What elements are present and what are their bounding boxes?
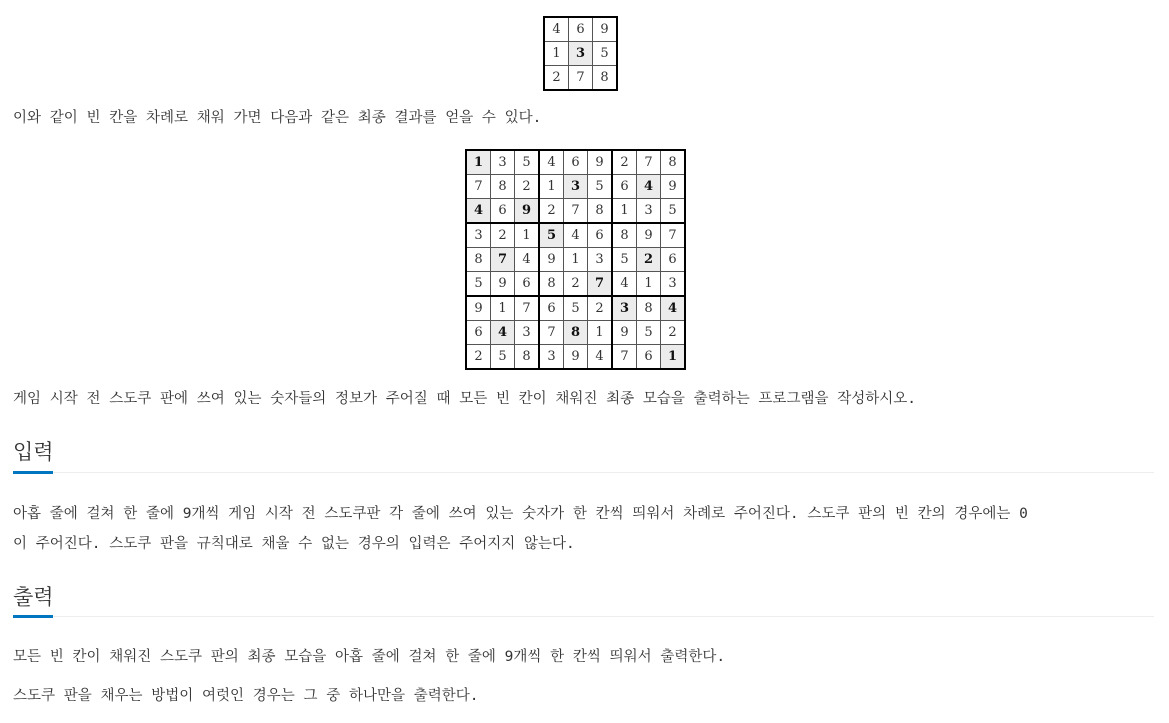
- grid-cell: 8: [491, 175, 515, 199]
- grid-row: [466, 321, 685, 345]
- grid-cell: 4: [539, 150, 564, 175]
- grid-cell: 1: [612, 199, 637, 224]
- output-heading-underline: [13, 615, 53, 618]
- grid-cell: 8: [612, 223, 637, 248]
- grid-cell: 2: [637, 248, 661, 272]
- grid-cell: 7: [491, 248, 515, 272]
- grid-cell: 5: [515, 150, 540, 175]
- grid-cell: 7: [637, 150, 661, 175]
- grid-row: [466, 150, 685, 175]
- grid-cell: 6: [612, 175, 637, 199]
- grid-cell: 4: [588, 345, 613, 370]
- grid-row: [466, 345, 685, 370]
- grid-cell: 9: [564, 345, 588, 370]
- input-heading-underline: [13, 471, 53, 474]
- grid-cell: 3: [515, 321, 540, 345]
- grid-cell: 4: [515, 248, 540, 272]
- grid-cell: 1: [661, 345, 686, 370]
- grid-row: [466, 175, 685, 199]
- grid-cell: 6: [569, 17, 593, 42]
- output-divider: [13, 616, 1154, 617]
- grid-cell: 2: [588, 296, 613, 321]
- grid-cell: 9: [612, 321, 637, 345]
- grid-cell: 6: [515, 272, 540, 297]
- grid-cell: 3: [661, 272, 686, 297]
- grid-cell: 6: [539, 296, 564, 321]
- input-heading: 입력: [13, 440, 54, 464]
- output-heading: 출력: [13, 585, 54, 609]
- grid-cell: 2: [539, 199, 564, 224]
- output-text-line-2: 스도쿠 판을 채우는 방법이 여럿인 경우는 그 중 하나만을 출력한다.: [13, 688, 479, 704]
- grid-cell: 5: [491, 345, 515, 370]
- grid-cell: 3: [569, 42, 593, 66]
- grid-cell: 7: [661, 223, 686, 248]
- grid-cell: 8: [564, 321, 588, 345]
- grid-cell: 2: [612, 150, 637, 175]
- grid-cell: 6: [564, 150, 588, 175]
- grid-cell: 5: [539, 223, 564, 248]
- grid-cell: 2: [515, 175, 540, 199]
- grid-row: [466, 296, 685, 321]
- grid-row: [544, 17, 617, 42]
- grid-cell: 9: [637, 223, 661, 248]
- grid-cell: 3: [466, 223, 491, 248]
- input-text-line-2: 이 주어진다. 스도쿠 판을 규칙대로 채울 수 없는 경우의 입력은 주어지지 않는다.: [13, 536, 575, 552]
- grid-cell: 8: [588, 199, 613, 224]
- grid-cell: 8: [515, 345, 540, 370]
- grid-cell: 7: [588, 272, 613, 297]
- grid-cell: 1: [544, 42, 569, 66]
- grid-cell: 5: [637, 321, 661, 345]
- grid-row: [466, 248, 685, 272]
- grid-cell: 3: [588, 248, 613, 272]
- grid-row: [466, 199, 685, 224]
- sudoku-result-grid: [465, 149, 686, 370]
- grid-cell: 6: [466, 321, 491, 345]
- description-text-1: 이와 같이 빈 칸을 차례로 채워 가면 다음과 같은 최종 결과를 얻을 수 있다.: [13, 110, 542, 126]
- grid-cell: 4: [564, 223, 588, 248]
- grid-cell: 5: [661, 199, 686, 224]
- grid-cell: 1: [466, 150, 491, 175]
- grid-cell: 4: [661, 296, 686, 321]
- grid-cell: 1: [564, 248, 588, 272]
- grid-row: [544, 66, 617, 91]
- grid-cell: 4: [491, 321, 515, 345]
- grid-cell: 9: [491, 272, 515, 297]
- grid-cell: 8: [637, 296, 661, 321]
- grid-cell: 9: [539, 248, 564, 272]
- grid-cell: 7: [569, 66, 593, 91]
- grid-cell: 6: [661, 248, 686, 272]
- sudoku-example-grid: [543, 16, 618, 91]
- grid-cell: 5: [564, 296, 588, 321]
- output-text-line-1: 모든 빈 칸이 채워진 스도쿠 판의 최종 모습을 아홉 줄에 걸쳐 한 줄에 9개씩 한 칸씩 띄워서 출력한다.: [13, 649, 726, 665]
- grid-cell: 3: [564, 175, 588, 199]
- grid-cell: 7: [564, 199, 588, 224]
- grid-cell: 6: [588, 223, 613, 248]
- grid-cell: 3: [612, 296, 637, 321]
- grid-cell: 4: [466, 199, 491, 224]
- grid-cell: 7: [539, 321, 564, 345]
- input-text-line-1: 아홉 줄에 걸쳐 한 줄에 9개씩 게임 시작 전 스도쿠판 각 줄에 쓰여 있는 숫자가 한 칸씩 띄워서 차례로 주어진다. 스도쿠 판의 빈 칸의 경우에는 0: [13, 506, 1028, 522]
- grid-cell: 5: [466, 272, 491, 297]
- grid-cell: 3: [491, 150, 515, 175]
- grid-cell: 9: [515, 199, 540, 224]
- grid-cell: 5: [588, 175, 613, 199]
- grid-cell: 7: [466, 175, 491, 199]
- grid-cell: 4: [544, 17, 569, 42]
- grid-row: [466, 223, 685, 248]
- grid-cell: 9: [661, 175, 686, 199]
- grid-cell: 1: [515, 223, 540, 248]
- grid-cell: 4: [612, 272, 637, 297]
- grid-cell: 4: [637, 175, 661, 199]
- grid-cell: 8: [661, 150, 686, 175]
- grid-cell: 1: [491, 296, 515, 321]
- grid-cell: 8: [539, 272, 564, 297]
- grid-cell: 1: [539, 175, 564, 199]
- grid-cell: 2: [491, 223, 515, 248]
- grid-cell: 9: [466, 296, 491, 321]
- grid-cell: 5: [593, 42, 618, 66]
- grid-cell: 6: [491, 199, 515, 224]
- grid-row: [544, 42, 617, 66]
- grid-cell: 2: [466, 345, 491, 370]
- description-text-2: 게임 시작 전 스도쿠 판에 쓰여 있는 숫자들의 정보가 주어질 때 모든 빈 칸이 채워진 최종 모습을 출력하는 프로그램을 작성하시오.: [13, 391, 916, 407]
- grid-cell: 1: [588, 321, 613, 345]
- grid-cell: 2: [564, 272, 588, 297]
- grid-cell: 6: [637, 345, 661, 370]
- grid-cell: 9: [593, 17, 618, 42]
- grid-cell: 7: [515, 296, 540, 321]
- grid-cell: 3: [637, 199, 661, 224]
- grid-row: [466, 272, 685, 297]
- grid-cell: 8: [466, 248, 491, 272]
- grid-cell: 9: [588, 150, 613, 175]
- grid-cell: 1: [637, 272, 661, 297]
- grid-cell: 8: [593, 66, 618, 91]
- grid-cell: 2: [661, 321, 686, 345]
- grid-cell: 2: [544, 66, 569, 91]
- input-divider: [13, 472, 1154, 473]
- grid-cell: 5: [612, 248, 637, 272]
- grid-cell: 3: [539, 345, 564, 370]
- grid-cell: 7: [612, 345, 637, 370]
